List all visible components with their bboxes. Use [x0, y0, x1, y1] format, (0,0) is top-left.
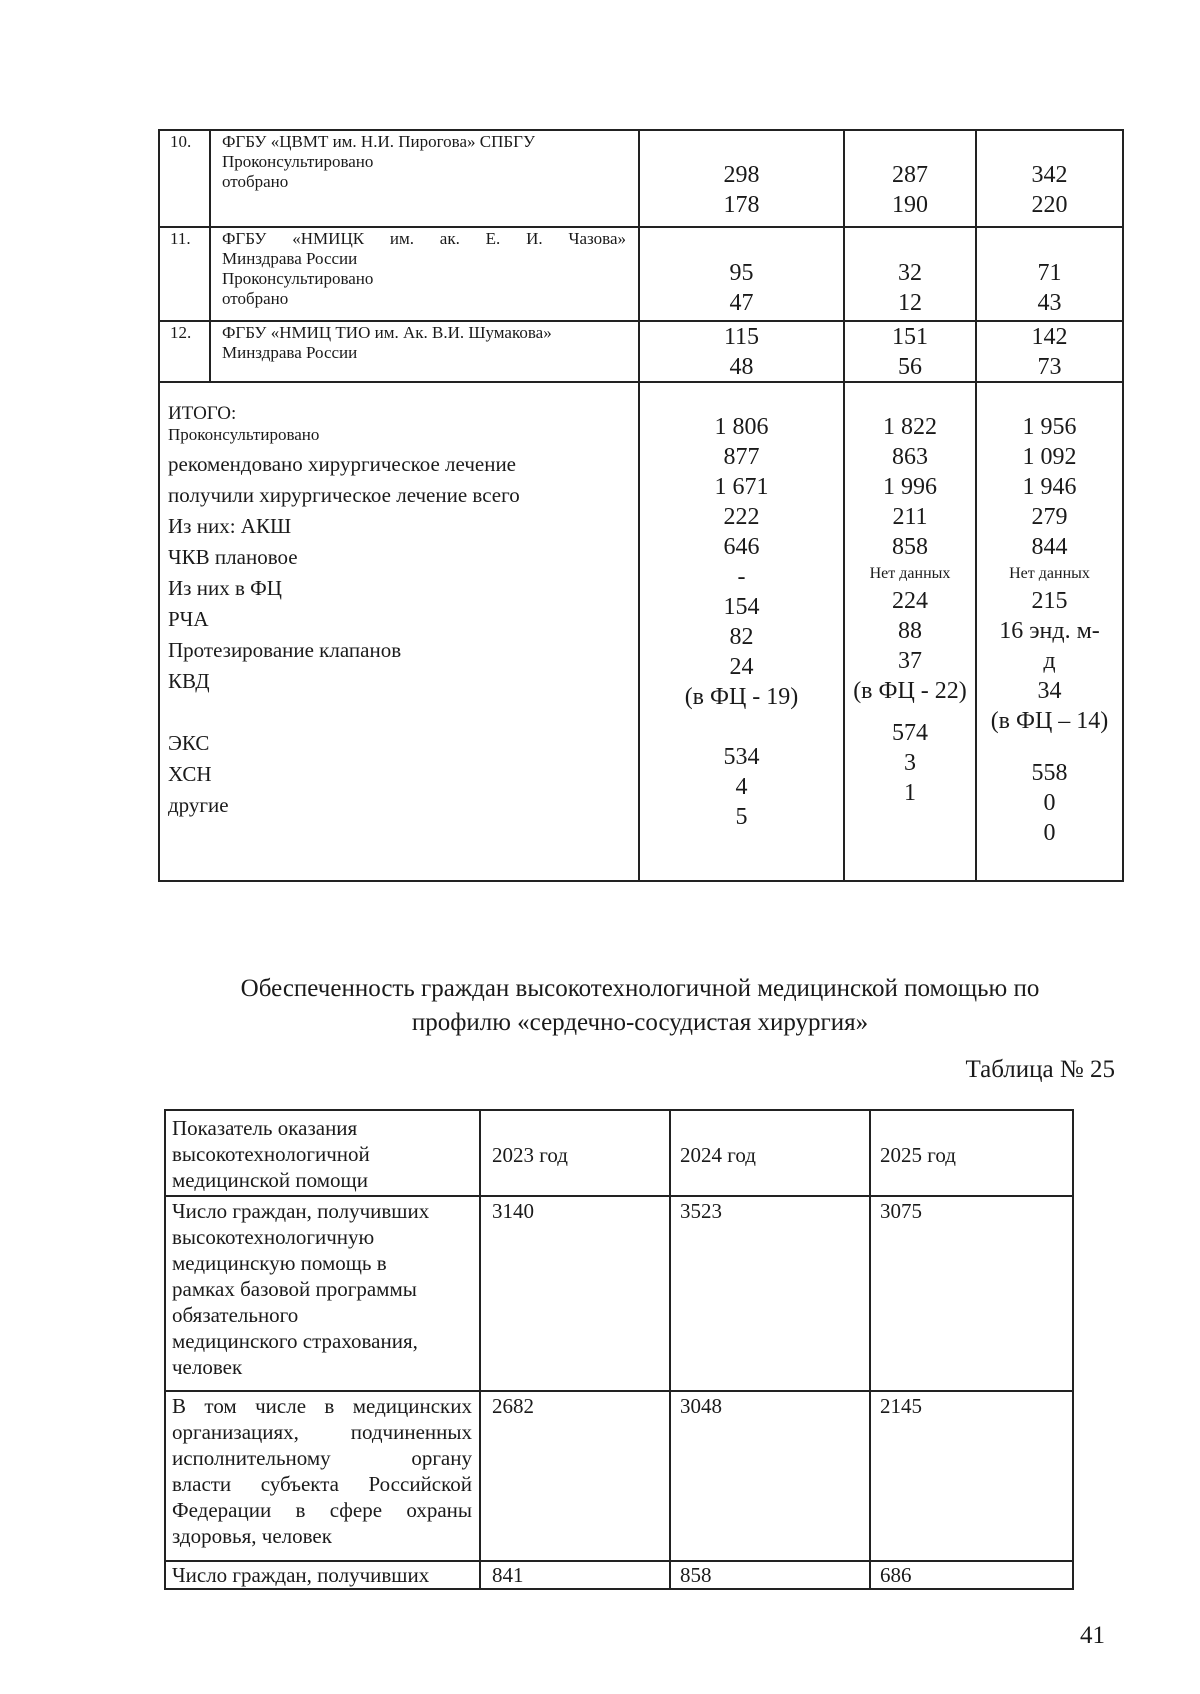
total-label: рекомендовано хирургическое лечение: [168, 452, 516, 476]
cell-label: Минздрава России: [222, 249, 358, 268]
value: 3: [904, 750, 916, 776]
value: (в ФЦ – 14): [990, 708, 1109, 734]
value: 1 806: [714, 414, 769, 440]
total-label: ХСН: [168, 762, 212, 786]
institution-cell: [222, 132, 535, 192]
value: 279: [1031, 504, 1068, 530]
total-heading: ИТОГО:: [168, 403, 237, 424]
value: 863: [892, 444, 928, 470]
indicator-line: рамках базовой программы: [172, 1277, 417, 1301]
value: 287: [892, 162, 928, 188]
value: 178: [723, 192, 760, 218]
value-2024: 3048: [680, 1394, 722, 1418]
value: 1 956: [1022, 414, 1077, 440]
header-2025: 2025 год: [880, 1143, 956, 1167]
heading-line: профилю «сердечно-сосудистая хирургия»: [411, 1009, 869, 1036]
value: 1 092: [1022, 444, 1077, 470]
total-2024: [845, 412, 975, 808]
heading-line: Обеспеченность граждан высокотехнологичной медицинской помощью по: [240, 975, 1040, 1002]
indicator-line: В том числе в медицинских: [172, 1394, 472, 1418]
value: 877: [723, 444, 760, 470]
value: Нет данных: [1009, 565, 1090, 582]
value: 211: [892, 504, 928, 530]
value: 220: [1031, 192, 1068, 218]
total-label: получили хирургическое лечение всего: [168, 483, 520, 507]
value: 4: [735, 774, 748, 800]
indicator-line: исполнительному органу: [172, 1446, 472, 1470]
value: 646: [723, 534, 760, 560]
value-2024: [845, 258, 975, 318]
section-heading: [0, 972, 1200, 1040]
value-2023: 2682: [492, 1394, 534, 1418]
value: 1 996: [883, 474, 937, 500]
institution-cell: [222, 323, 552, 363]
total-label: Из них в ФЦ: [168, 576, 282, 600]
indicator-cell: [172, 1393, 472, 1549]
indicator-cell: [172, 1198, 429, 1380]
value: 73: [1037, 354, 1062, 380]
value: 0: [1043, 820, 1056, 846]
indicator-cell: [172, 1562, 429, 1588]
header-2023: 2023 год: [492, 1143, 568, 1167]
value: 298: [723, 162, 760, 188]
total-label: другие: [168, 793, 229, 817]
value: 82: [729, 624, 754, 650]
value: 71: [1037, 260, 1062, 286]
value: 95: [729, 260, 754, 286]
value: [640, 712, 843, 742]
indicator-line: Федерации в сфере охраны: [172, 1498, 472, 1522]
value: -: [737, 564, 746, 590]
value: 558: [1031, 760, 1068, 786]
value: 190: [892, 192, 928, 218]
value-2024: 3523: [680, 1199, 722, 1223]
value: 43: [1037, 290, 1062, 316]
total-label: ЧКВ плановое: [168, 545, 298, 569]
indicator-line: власти субъекта Российской: [172, 1472, 472, 1496]
header-line: Показатель оказания: [172, 1116, 358, 1140]
value: д: [1043, 648, 1056, 674]
value: 1: [904, 780, 916, 806]
table-caption: Таблица № 25: [965, 1056, 1115, 1083]
total-2025: [977, 412, 1122, 848]
value: 844: [1031, 534, 1068, 560]
indicator-line: человек: [172, 1355, 243, 1379]
value-2025: 686: [880, 1563, 912, 1587]
row-number: 10.: [170, 132, 192, 151]
header-2024: 2024 год: [680, 1143, 756, 1167]
institution-name: ФГБУ «НМИЦ ТИО им. Ак. В.И. Шумакова»: [222, 323, 552, 342]
institution-name: ФГБУ «ЦВМТ им. Н.И. Пирогова» СПБГУ: [222, 132, 535, 151]
indicator-line: обязательного: [172, 1303, 299, 1327]
row-number: 12.: [170, 323, 192, 342]
value-2023: [640, 322, 843, 382]
value-2025: 2145: [880, 1394, 922, 1418]
cell-label: отобрано: [222, 289, 289, 308]
cell-label: отобрано: [222, 172, 289, 191]
value: 115: [723, 324, 760, 350]
indicator-line: здоровья, человек: [172, 1524, 332, 1548]
indicator-line: организациях, подчиненных: [172, 1420, 472, 1444]
total-label: Из них: АКШ: [168, 514, 292, 538]
value-2023: 3140: [492, 1199, 534, 1223]
value-2024: [845, 160, 975, 220]
value: Нет данных: [869, 565, 951, 582]
value: 151: [892, 324, 928, 350]
total-labels: [168, 403, 520, 821]
value: (в ФЦ - 19): [684, 684, 799, 710]
value: 5: [735, 804, 748, 830]
value-2025: 3075: [880, 1199, 922, 1223]
value: [977, 736, 1122, 758]
header-line: медицинской помощи: [172, 1168, 368, 1192]
value: 48: [729, 354, 754, 380]
value-2023: [640, 258, 843, 318]
value: 37: [898, 648, 922, 674]
indicator-line: Число граждан, получивших: [172, 1563, 430, 1587]
value: 858: [892, 534, 928, 560]
value: 342: [1031, 162, 1068, 188]
value: 32: [898, 260, 922, 286]
institution-name: ФГБУ «НМИЦК им. ак. Е. И. Чазова»: [222, 229, 626, 248]
value-2024: [845, 322, 975, 382]
value: 12: [898, 290, 922, 316]
value: 222: [723, 504, 760, 530]
indicator-header: [172, 1115, 370, 1193]
value-2024: 858: [680, 1563, 712, 1587]
value-2023: 841: [492, 1563, 524, 1587]
value: (в ФЦ - 22): [853, 678, 967, 704]
total-label: РЧА: [168, 607, 209, 631]
value: 574: [892, 720, 928, 746]
value-2025: [977, 258, 1122, 318]
value-2025: [977, 322, 1122, 382]
row-number: 11.: [170, 229, 191, 248]
total-label: Проконсультировано: [168, 425, 320, 444]
value-2025: [977, 160, 1122, 220]
cell-label: Проконсультировано: [222, 152, 374, 171]
value: 534: [723, 744, 760, 770]
value: 224: [892, 588, 928, 614]
value: 1 671: [714, 474, 769, 500]
cell-label: Минздрава России: [222, 343, 358, 362]
value: 56: [898, 354, 922, 380]
value-2023: [640, 160, 843, 220]
indicator-line: высокотехнологичную: [172, 1225, 375, 1249]
value: 34: [1037, 678, 1062, 704]
value: 142: [1031, 324, 1068, 350]
total-label: [168, 697, 520, 728]
value: 1 946: [1022, 474, 1077, 500]
value: 16 энд. м-: [999, 618, 1100, 644]
indicator-line: медицинского страхования,: [172, 1329, 418, 1353]
value: 154: [723, 594, 760, 620]
total-2023: [640, 412, 843, 832]
indicator-line: Число граждан, получивших: [172, 1199, 430, 1223]
page-number: 41: [1080, 1622, 1105, 1649]
total-label: КВД: [168, 669, 210, 693]
value: 24: [729, 654, 754, 680]
value: 88: [898, 618, 922, 644]
total-label: Протезирование клапанов: [168, 638, 402, 662]
value: 1 822: [883, 414, 937, 440]
value: 47: [729, 290, 754, 316]
indicator-line: медицинскую помощь в: [172, 1251, 387, 1275]
total-label: ЭКС: [168, 731, 210, 755]
institution-cell: [222, 229, 626, 309]
value: 215: [1031, 588, 1068, 614]
header-line: высокотехнологичной: [172, 1142, 370, 1166]
value: 0: [1043, 790, 1056, 816]
cell-label: Проконсультировано: [222, 269, 374, 288]
